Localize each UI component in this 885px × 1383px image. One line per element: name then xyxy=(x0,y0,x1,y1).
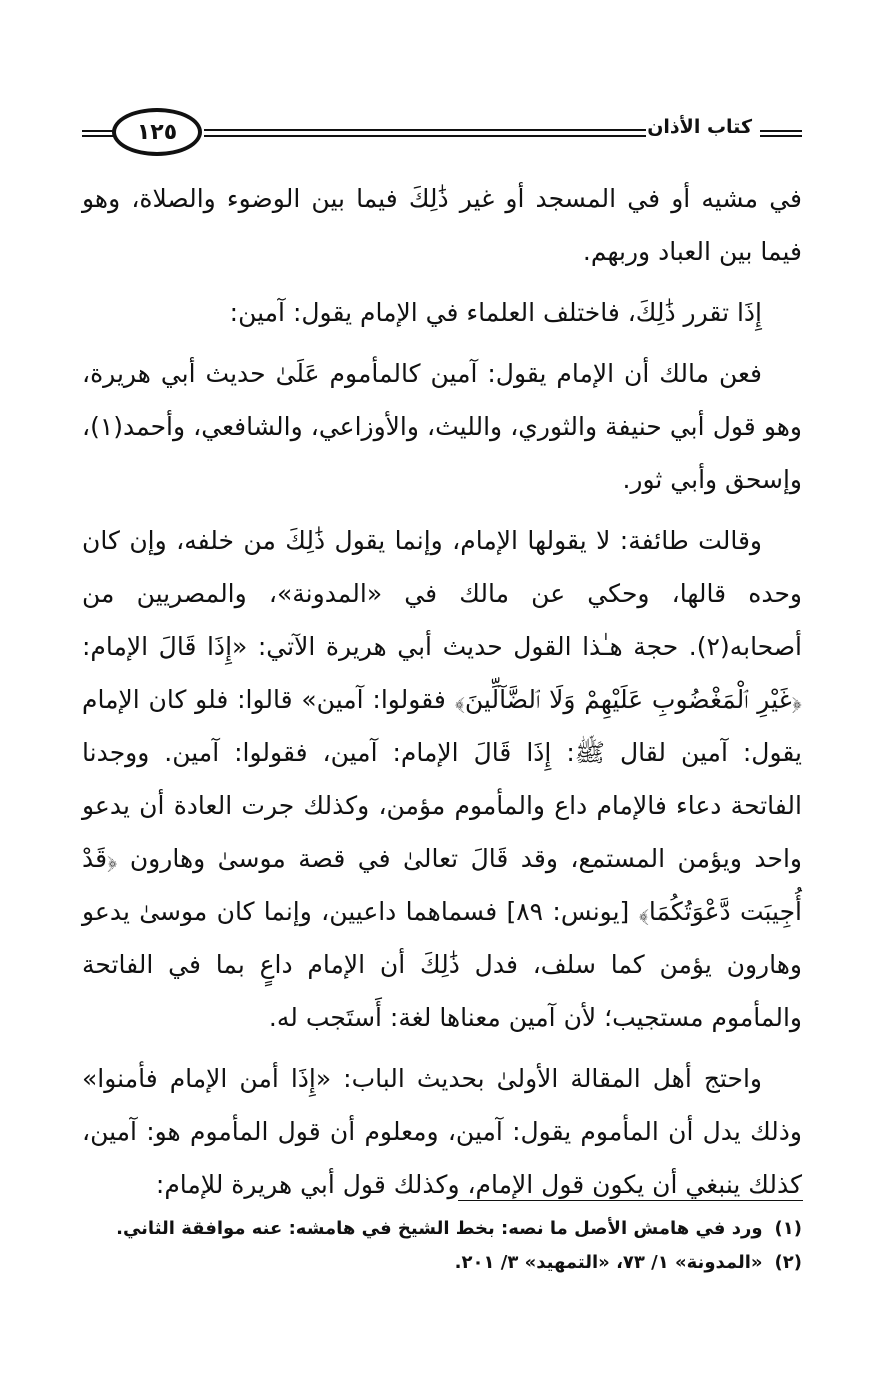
chapter-title: كتاب الأذان xyxy=(647,116,752,138)
paragraph: في مشيه أو في المسجد أو غير ذَٰلِكَ فيما بين الوضوء والصلاة، وهو فيما بين العباد وربهم. xyxy=(82,184,802,266)
footnote-text: ورد في هامش الأصل ما نصه: بخط الشيخ في هامشه: عنه موافقة الثاني. xyxy=(116,1218,763,1239)
header-rule xyxy=(204,129,646,131)
paragraph: فعن مالك أن الإمام يقول: آمين كالمأموم عَلَىٰ حديث أبي هريرة، وهو قول أبي حنيفة والثوري، والليث، والأوزاعي، والشافعي، وأحمد(١)، وإسحق وأبي ثور. xyxy=(82,359,802,494)
page-header xyxy=(82,108,802,158)
main-text xyxy=(82,172,802,1211)
footnote xyxy=(82,1246,802,1280)
header-rule xyxy=(82,130,114,132)
paragraph: وقالت طائفة: لا يقولها الإمام، وإنما يقول ذَٰلِكَ من خلفه، وإن كان وحده قالها، وحكي عن مالك في «المدونة»، والمصريين من أصحابه(٢). حجة هـٰذا القول حديث أبي هريرة الآتي: «إِذَا قَالَ الإمام: ﴿غَيْرِ ٱلْمَغْضُوبِ عَلَيْهِمْ وَلَا ٱلضَّآلِّينَ﴾ فقولوا: آمين» قالوا: فلو كان الإمام يقول: آمين لقال ﷺ: إِذَا قَالَ الإمام: آمين، فقولوا: آمين. ووجدنا الفاتحة دعاء فالإمام داع والمأموم مؤمن، وكذلك جرت العادة أن يدعو واحد ويؤمن المستمع، وقد قَالَ تعالىٰ في قصة موسىٰ وهارون ﴿قَدْ أُجِيبَت دَّعْوَتُكُمَا﴾ [يونس: ٨٩] فسماهما داعيين، وإنما كان موسىٰ يدعو وهارون يؤمن كما سلف، فدل ذَٰلِكَ أن الإمام داعٍ بما في الفاتحة والمأموم مستجيب؛ لأن آمين معناها لغة: أَستَجب له. xyxy=(82,526,803,1032)
page-number: ١٢٥ xyxy=(136,119,178,145)
header-rule xyxy=(82,135,114,137)
footnote-number: (١) xyxy=(774,1218,802,1239)
footnote-text: «المدونة» ١/ ٧٣، «التمهيد» ٣/ ٢٠١. xyxy=(454,1252,763,1273)
paragraph: إِذَا تقرر ذَٰلِكَ، فاختلف العلماء في الإمام يقول: آمين: xyxy=(229,298,762,327)
paragraph: واحتج أهل المقالة الأولىٰ بحديث الباب: «إِذَا أمن الإمام فأمنوا» وذلك يدل أن المأموم يقول: آمين، ومعلوم أن قول المأموم هو: آمين، كذلك ينبغي أن يكون قول الإمام، وكذلك قول أبي هريرة للإمام: xyxy=(82,1064,802,1199)
footnotes xyxy=(82,1212,802,1280)
page-number-frame xyxy=(112,108,202,156)
header-rule xyxy=(760,135,802,137)
footnote-separator xyxy=(458,1200,803,1201)
header-rule xyxy=(760,130,802,132)
footnote-number: (٢) xyxy=(774,1252,802,1273)
header-rule xyxy=(204,135,646,137)
footnote xyxy=(82,1212,802,1246)
